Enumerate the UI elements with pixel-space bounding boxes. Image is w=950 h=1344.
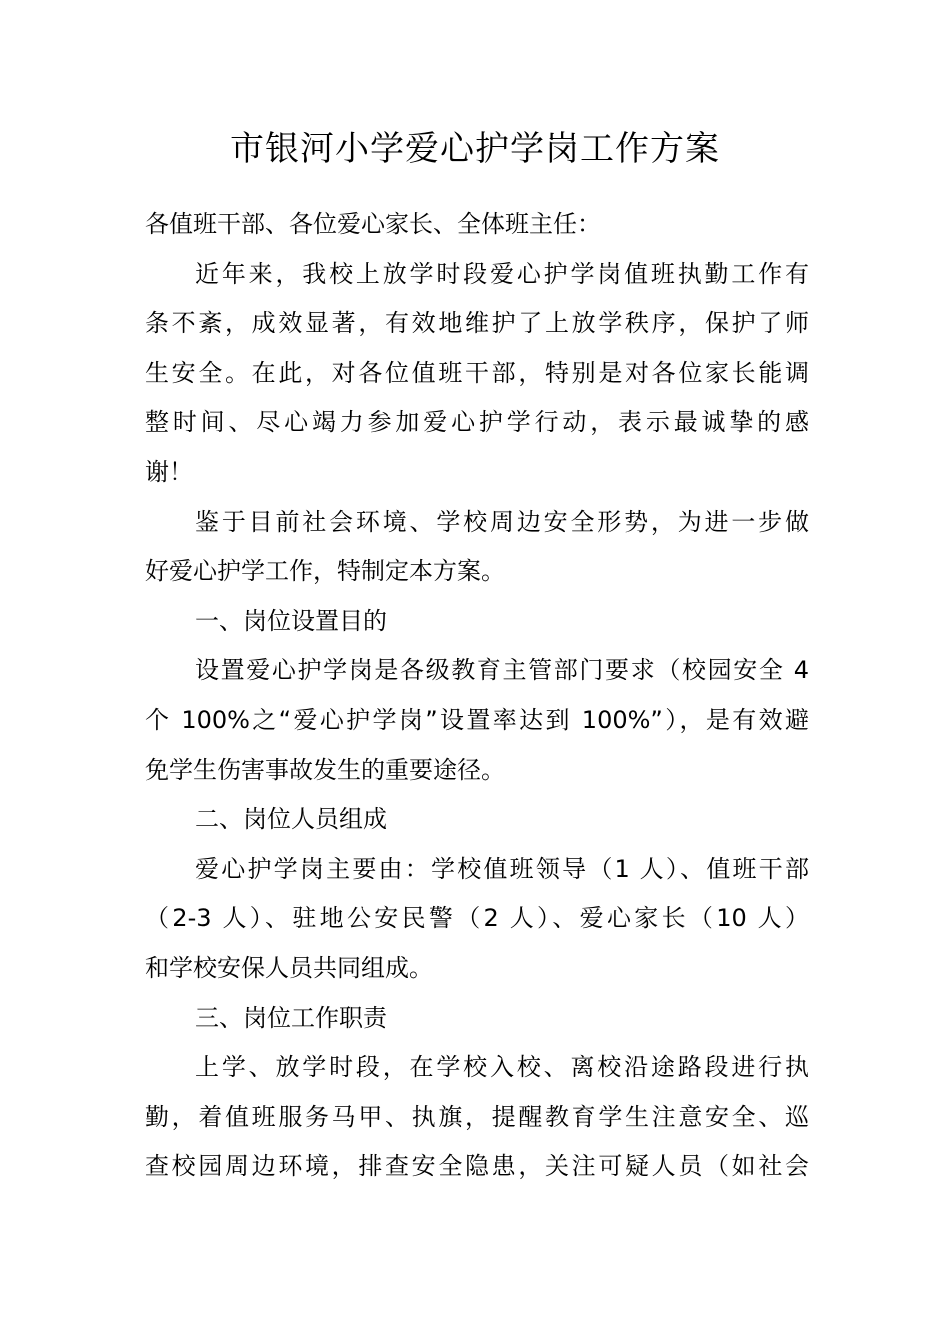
paragraph-line: 整时间、尽心竭力参加爱心护学行动，表示最诚挚的感 [145, 408, 809, 437]
paragraph-line: 免学生伤害事故发生的重要途径。 [145, 755, 505, 784]
paragraph-line: 鉴于目前社会环境、学校周边安全形势，为进一步做 [195, 507, 809, 536]
paragraph-line: 和学校安保人员共同组成。 [145, 953, 433, 982]
paragraph-line: 好爱心护学工作，特制定本方案。 [145, 557, 505, 586]
paragraph-line: 近年来，我校上放学时段爱心护学岗值班执勤工作有 [195, 259, 809, 288]
paragraph-line: 个 100%之“爱心护学岗”设置率达到 100%”），是有效避 [145, 705, 809, 734]
paragraph-line: 勤，着值班服务马甲、执旗，提醒教育学生注意安全、巡 [145, 1102, 809, 1131]
paragraph-line: 设置爱心护学岗是各级教育主管部门要求（校园安全 4 [195, 656, 809, 685]
paragraph-line: 爱心护学岗主要由：学校值班领导（1 人）、值班干部 [195, 854, 809, 883]
paragraph-line: 查校园周边环境，排查安全隐患，关注可疑人员（如社会 [145, 1152, 809, 1181]
paragraph-line: 生安全。在此，对各位值班干部，特别是对各位家长能调 [145, 358, 809, 387]
paragraph-line: 上学、放学时段，在学校入校、离校沿途路段进行执 [195, 1053, 809, 1082]
section-heading: 三、岗位工作职责 [195, 1003, 387, 1032]
paragraph-line: 谢！ [145, 457, 193, 486]
section-heading: 二、岗位人员组成 [195, 805, 387, 834]
section-heading: 一、岗位设置目的 [195, 606, 387, 635]
paragraph-line: （2-3 人）、驻地公安民警（2 人）、爱心家长（10 人） [145, 904, 809, 933]
salutation-line: 各值班干部、各位爱心家长、全体班主任： [145, 210, 601, 238]
document-body [145, 200, 809, 1192]
document-title: 市银河小学爱心护学岗工作方案 [230, 129, 720, 169]
paragraph-line: 条不紊，成效显著，有效地维护了上放学秩序，保护了师 [145, 309, 809, 338]
